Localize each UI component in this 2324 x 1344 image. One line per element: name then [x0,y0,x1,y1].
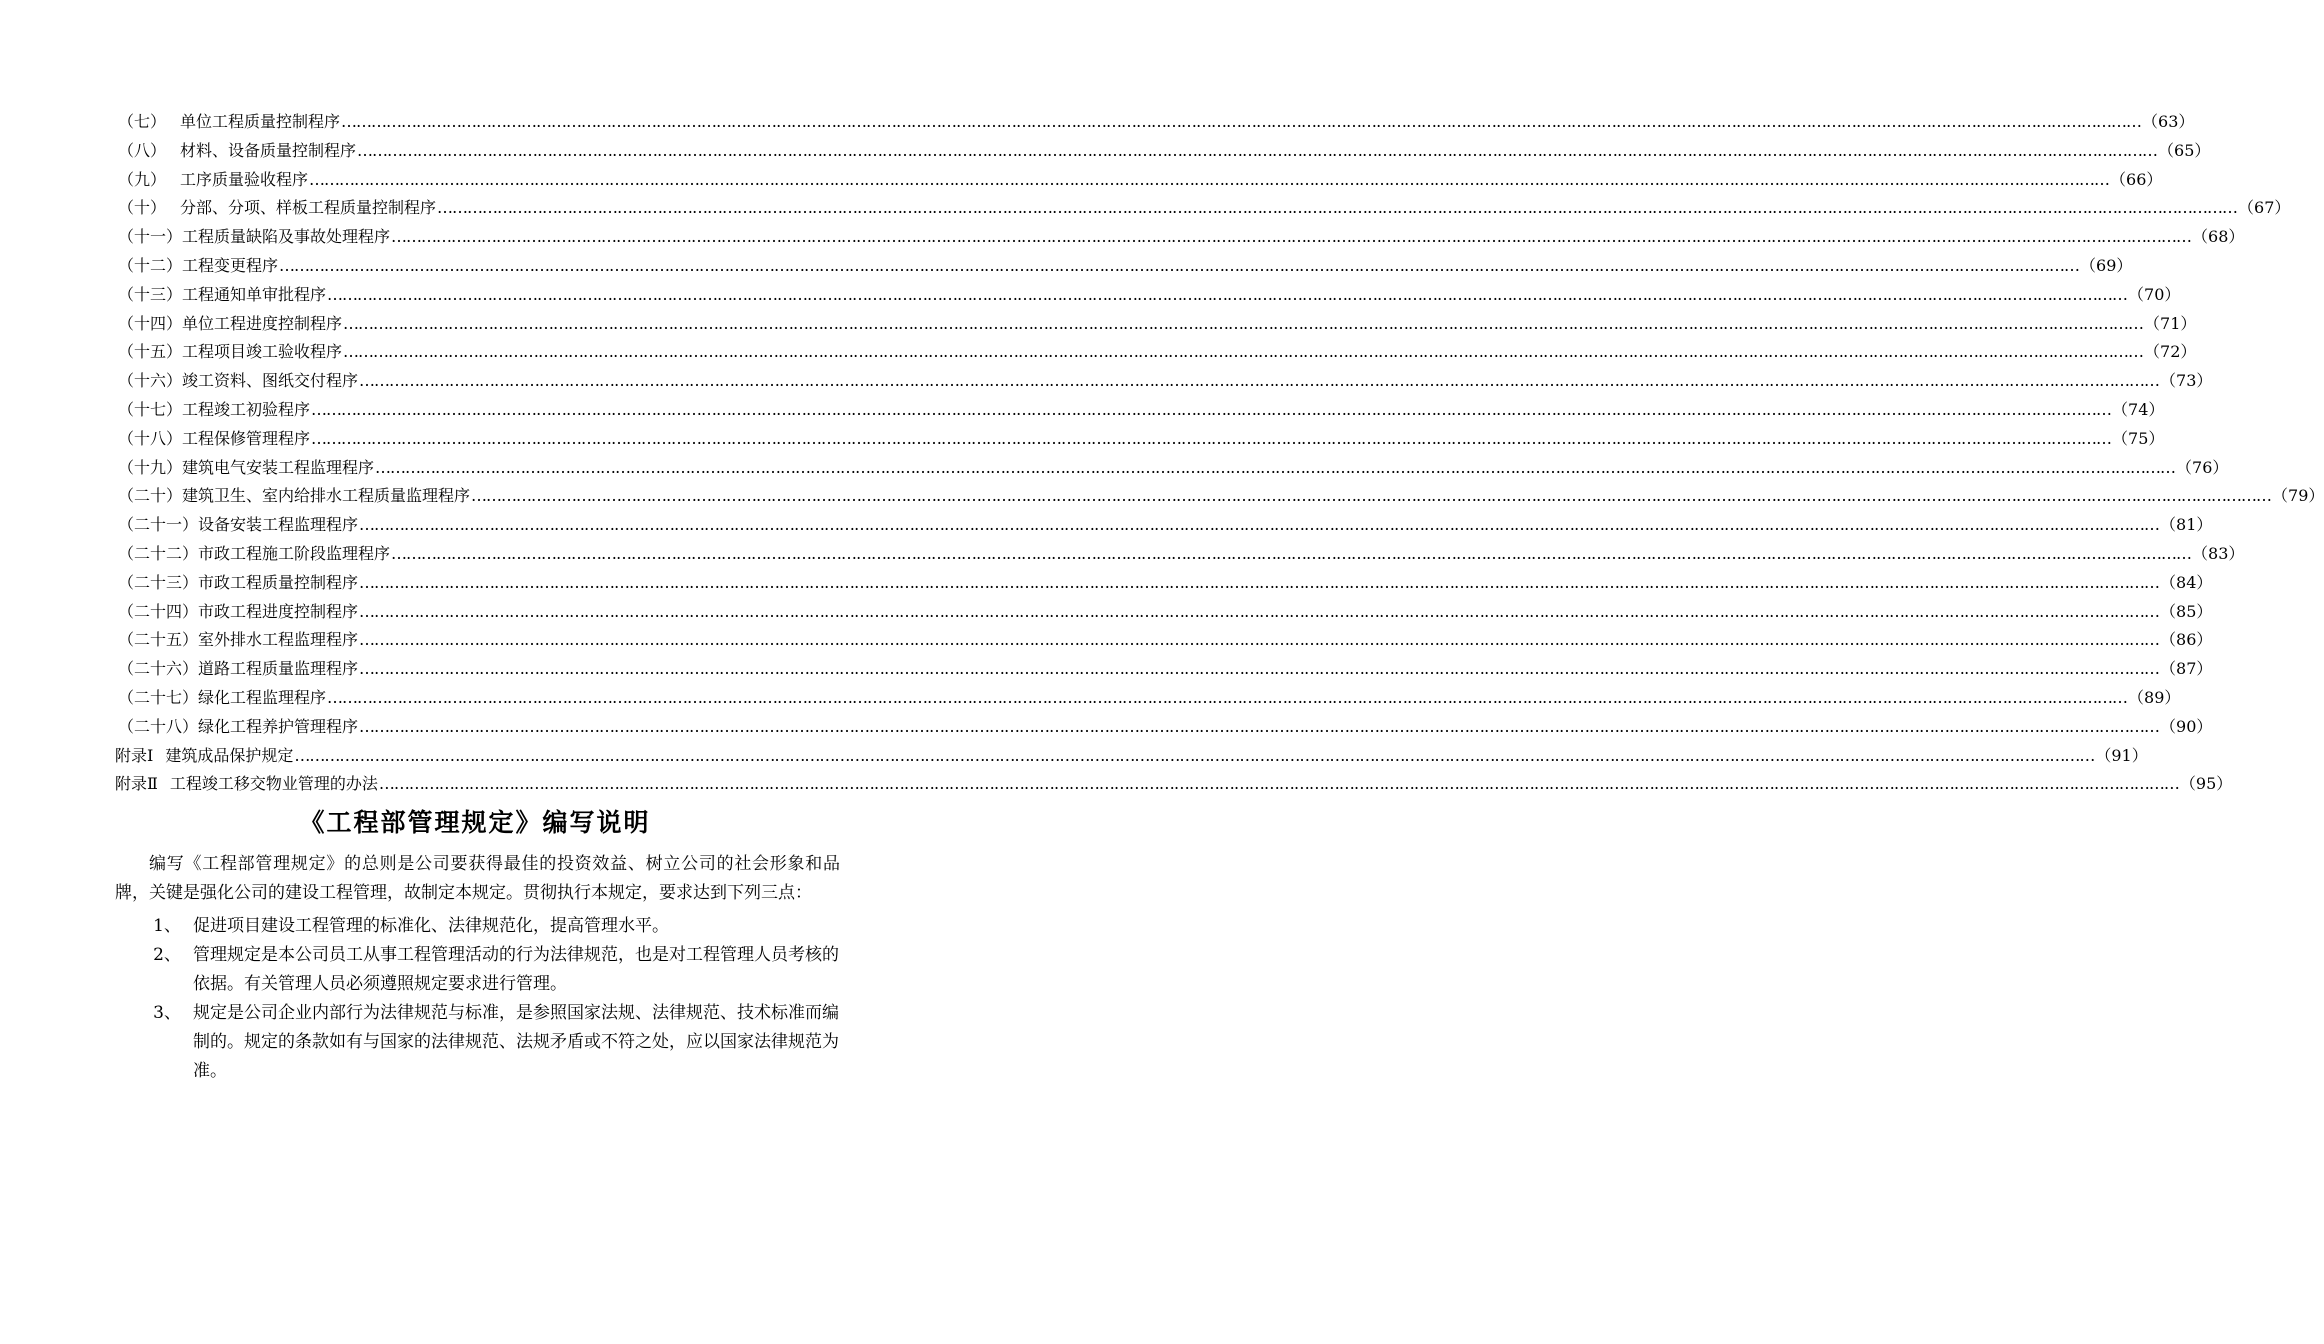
toc-entry-number: （二十二） [118,543,199,563]
toc-entry-title: 工程竣工移交物业管理的办法 [169,774,378,794]
toc-entry-page: （68） [2192,227,2245,247]
toc-entry-page: （85） [2160,601,2213,621]
toc-leader-dots: ……………………………………………………………………………………………………………………………………………………………………………………………………………………………………………………………………………………………………………………………… [343,342,2144,362]
toc-entry-page: （74） [2112,399,2165,419]
toc-entry [115,770,2233,799]
toc-entry-title: 工程竣工初验程序 [182,399,311,419]
toc-entry-title: 材料、设备质量控制程序 [180,140,357,160]
toc-entry [118,540,2245,569]
toc-leader-dots: ……………………………………………………………………………………………………………………………………………………………………………………………………………………………………………………………………………………………………………………………… [357,140,2158,160]
toc-entry-number: （十二） [118,255,183,275]
toc-entry-number: （二十一） [118,515,199,535]
list-item-number: 3、 [153,1003,181,1023]
toc-leader-dots: ……………………………………………………………………………………………………………………………………………………………………………………………………………………………………………………………………………………………………………………………… [378,774,2179,794]
list-item [115,999,840,1086]
toc-entry-number: （十） [118,198,167,218]
toc-entry-number: （十九） [118,457,183,477]
toc-leader-dots: ……………………………………………………………………………………………………………………………………………………………………………………………………………………………………………………………………………………………………………………………… [311,399,2112,419]
toc-entry-title: 工程通知单审批程序 [182,284,327,304]
toc-leader-dots: ……………………………………………………………………………………………………………………………………………………………………………………………………………………………………………………………………………………………………………………………… [279,255,2080,275]
toc-leader-dots: ……………………………………………………………………………………………………………………………………………………………………………………………………………………………………………………………………………………………………………………………… [327,687,2128,707]
toc-entry-page: （71） [2144,313,2197,333]
toc-entry-title: 工程项目竣工验收程序 [182,342,343,362]
toc-entry [118,655,2213,684]
toc-entry-page: （95） [2179,774,2233,794]
toc-entry [118,425,2165,454]
toc-entry-page: （72） [2144,342,2197,362]
toc-entry [118,598,2213,627]
toc-entry-page: （65） [2158,140,2211,160]
toc-entry-title: 工程质量缺陷及事故处理程序 [182,227,391,247]
intro-paragraph: 编写《工程部管理规定》的总则是公司要获得最佳的投资效益、树立公司的社会形象和品牌，关键是强化公司的建设工程管理，故制定本规定。贯彻执行本规定，要求达到下列三点： [115,854,840,903]
list-item [115,912,840,941]
toc-entry-title: 建筑电气安装工程监理程序 [182,457,375,477]
toc-leader-dots: ……………………………………………………………………………………………………………………………………………………………………………………………………………………………………………………………………………………………………………………………… [309,169,2110,189]
toc-entry-page: （91） [2095,745,2148,765]
section-body [115,850,840,1086]
toc-leader-dots: ……………………………………………………………………………………………………………………………………………………………………………………………………………………………………………………………………………………………………………………………… [391,543,2192,563]
toc-entry [118,194,2291,223]
toc-entry-number: （十七） [118,399,183,419]
toc-entry-title: 绿化工程养护管理程序 [198,716,359,736]
toc-leader-dots: ……………………………………………………………………………………………………………………………………………………………………………………………………………………………………………………………………………………………………………………………… [359,371,2160,391]
toc-entry-title: 市政工程施工阶段监理程序 [198,543,391,563]
toc-entry-number: （十一） [118,227,183,247]
toc-entry-number: （二十三） [118,572,199,592]
list-item-text: 管理规定是本公司员工从事工程管理活动的行为法律规范，也是对工程管理人员考核的依据。有关管理人员必须遵照规定要求进行管理。 [193,945,839,994]
section-heading: 《工程部管理规定》编写说明 [299,808,651,837]
table-of-contents [115,108,2324,799]
toc-entry-title: 绿化工程监理程序 [198,687,327,707]
toc-entry-title: 工序质量验收程序 [180,169,309,189]
toc-leader-dots: ……………………………………………………………………………………………………………………………………………………………………………………………………………………………………………………………………………………………………………………………… [327,284,2128,304]
toc-entry-page: （67） [2238,198,2291,218]
toc-leader-dots: ……………………………………………………………………………………………………………………………………………………………………………………………………………………………………………………………………………………………………………………………… [437,198,2238,218]
toc-leader-dots: ……………………………………………………………………………………………………………………………………………………………………………………………………………………………………………………………………………………………………………………………… [375,457,2176,477]
toc-leader-dots: ……………………………………………………………………………………………………………………………………………………………………………………………………………………………………………………………………………………………………………………………… [359,601,2160,621]
toc-entry-number: （十六） [118,371,183,391]
list-item-number: 1、 [153,916,181,936]
numbered-list [115,912,840,1086]
toc-entry-number: （十四） [118,313,183,333]
toc-leader-dots: ……………………………………………………………………………………………………………………………………………………………………………………………………………………………………………………………………………………………………………………………… [341,112,2142,131]
toc-entry-title: 市政工程进度控制程序 [198,601,359,621]
toc-leader-dots: ……………………………………………………………………………………………………………………………………………………………………………………………………………………………………………………………………………………………………………………………… [359,630,2160,650]
toc-entry-number: （九） [118,169,167,189]
toc-entry-number: （二十七） [118,687,199,707]
toc-entry-title: 市政工程质量控制程序 [198,572,359,592]
toc-entry-page: （73） [2160,371,2213,391]
toc-entry [118,482,2324,511]
toc-entry [118,166,2163,195]
toc-entry-title: 设备安装工程监理程序 [198,515,359,535]
toc-entry-page: （69） [2080,255,2133,275]
toc-entry-number: （二十） [118,486,183,506]
list-item-text: 规定是公司企业内部行为法律规范与标准，是参照国家法规、法律规范、技术标准而编制的。规定的条款如有与国家的法律规范、法规矛盾或不符之处，应以国家法律规范为准。 [193,1003,839,1081]
toc-entry-number: （二十五） [118,630,199,650]
toc-entry-number: 附录Ⅱ [115,774,158,794]
toc-entry-number: （二十八） [118,716,199,736]
list-item-text: 促进项目建设工程管理的标准化、法律规范化，提高管理水平。 [193,916,669,936]
toc-entry-number: （八） [118,140,167,160]
toc-entry [118,626,2213,655]
toc-entry [118,137,2211,166]
toc-leader-dots: ……………………………………………………………………………………………………………………………………………………………………………………………………………………………………………………………………………………………………………………………… [359,515,2160,535]
toc-entry [118,454,2229,483]
toc-entry-page: （79） [2272,486,2324,506]
toc-entry-title: 工程保修管理程序 [182,428,311,448]
toc-entry-page: （86） [2160,630,2213,650]
toc-entry-page: （87） [2160,659,2213,679]
toc-entry-title: 建筑卫生、室内给排水工程质量监理程序 [182,486,471,506]
toc-entry-title: 单位工程质量控制程序 [180,112,341,131]
toc-entry [118,367,2213,396]
list-item-number: 2、 [153,945,181,965]
toc-entry [115,742,2148,771]
toc-entry-page: （90） [2160,716,2213,736]
toc-entry-title: 分部、分项、样板工程质量控制程序 [180,198,437,218]
toc-entry [118,223,2245,252]
toc-entry-title: 建筑成品保护规定 [165,745,294,765]
toc-entry [118,108,2195,137]
toc-entry [118,569,2213,598]
toc-leader-dots: ……………………………………………………………………………………………………………………………………………………………………………………………………………………………………………………………………………………………………………………………… [359,716,2160,736]
toc-entry-number: （二十六） [118,659,199,679]
toc-entry [118,310,2197,339]
toc-entry [118,511,2213,540]
toc-entry-number: （十三） [118,284,183,304]
toc-entry-title: 室外排水工程监理程序 [198,630,359,650]
toc-entry-page: （89） [2128,687,2181,707]
toc-entry-page: （63） [2142,112,2195,131]
toc-entry [118,713,2213,742]
toc-entry-title: 工程变更程序 [182,255,279,275]
toc-entry [118,684,2181,713]
toc-entry [118,338,2197,367]
toc-entry-number: （二十四） [118,601,199,621]
toc-entry-title: 道路工程质量监理程序 [198,659,359,679]
toc-entry-page: （75） [2112,428,2165,448]
toc-leader-dots: ……………………………………………………………………………………………………………………………………………………………………………………………………………………………………………………………………………………………………………………………… [471,486,2272,506]
toc-leader-dots: ……………………………………………………………………………………………………………………………………………………………………………………………………………………………………………………………………………………………………………………………… [311,428,2112,448]
toc-entry-number: （十五） [118,342,183,362]
toc-entry-number: （十八） [118,428,183,448]
toc-entry-number: （七） [118,112,167,131]
toc-leader-dots: ……………………………………………………………………………………………………………………………………………………………………………………………………………………………………………………………………………………………………………………………… [391,227,2192,247]
toc-entry-title: 单位工程进度控制程序 [182,313,343,333]
toc-leader-dots: ……………………………………………………………………………………………………………………………………………………………………………………………………………………………………………………………………………………………………………………………… [294,745,2095,765]
toc-entry-number: 附录Ⅰ [115,745,154,765]
toc-entry-title: 竣工资料、图纸交付程序 [182,371,359,391]
toc-entry [118,252,2133,281]
toc-leader-dots: ……………………………………………………………………………………………………………………………………………………………………………………………………………………………………………………………………………………………………………………………… [359,572,2160,592]
toc-entry [118,396,2165,425]
list-item [115,941,840,999]
toc-entry-page: （76） [2176,457,2229,477]
toc-entry-page: （83） [2192,543,2245,563]
toc-leader-dots: ……………………………………………………………………………………………………………………………………………………………………………………………………………………………………………………………………………………………………………………………… [343,313,2144,333]
toc-entry-page: （66） [2110,169,2163,189]
toc-entry-page: （70） [2128,284,2181,304]
toc-entry [118,281,2181,310]
toc-entry-page: （81） [2160,515,2213,535]
toc-leader-dots: ……………………………………………………………………………………………………………………………………………………………………………………………………………………………………………………………………………………………………………………………… [359,659,2160,679]
toc-entry-page: （84） [2160,572,2213,592]
